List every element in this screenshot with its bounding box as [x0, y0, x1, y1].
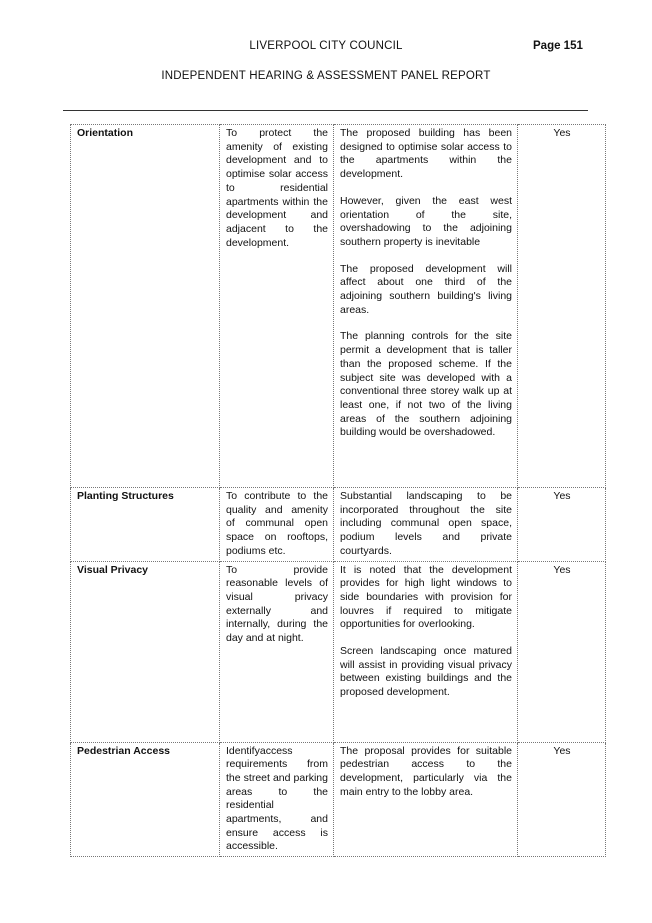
report-title: INDEPENDENT HEARING & ASSESSMENT PANEL REPORT — [161, 70, 491, 82]
objective-cell: Identifyaccess requirements from the street and parking areas to the residential apartments, and ensure access is accessible. — [220, 742, 334, 857]
comment-paragraph: The planning controls for the site permit a development that is taller than the proposed scheme. If the subject site was developed with a conventional three storey walk up at least one, if not two of the living areas of the southern adjoining building would be overshadowed. — [340, 330, 512, 439]
comments-cell — [334, 742, 518, 857]
table-row — [71, 488, 606, 562]
control-name: Orientation — [71, 125, 220, 488]
table-row — [71, 561, 606, 742]
page-number: Page 151 — [533, 40, 583, 52]
compliance-cell: Yes — [518, 125, 606, 488]
objective-cell: To protect the amenity of existing development and to optimise solar access to residential apartments within the development and adjacent to the development. — [220, 125, 334, 488]
compliance-cell: Yes — [518, 742, 606, 857]
comment-paragraph: Substantial landscaping to be incorporated throughout the site including communal open space, podium levels and private courtyards. — [340, 490, 512, 557]
comments-cell — [334, 488, 518, 562]
control-name: Pedestrian Access — [71, 742, 220, 857]
organisation-heading: LIVERPOOL CITY COUNCIL — [249, 40, 403, 52]
compliance-cell: Yes — [518, 561, 606, 742]
comment-paragraph: The proposal provides for suitable pedestrian access to the development, particularly via the main entry to the lobby area. — [340, 744, 512, 798]
comment-paragraph: It is noted that the development provides for high light windows to side boundaries with provision for louvres if required to mitigate opportunities for overlooking. — [340, 563, 512, 631]
comment-paragraph: However, given the east west orientation of the site, overshadowing to the adjoining southern property is inevitable — [340, 194, 512, 248]
comments-cell — [334, 125, 518, 488]
table-row — [71, 742, 606, 857]
control-name: Planting Structures — [71, 488, 220, 562]
control-name: Visual Privacy — [71, 561, 220, 742]
comment-paragraph: The proposed building has been designed to optimise solar access to the apartments within the development. — [340, 127, 512, 181]
objective-cell: To contribute to the quality and amenity of communal open space on rooftops, podiums etc. — [220, 488, 334, 562]
assessment-table — [70, 124, 606, 857]
compliance-cell: Yes — [518, 488, 606, 562]
comments-cell — [334, 561, 518, 742]
table-row — [71, 125, 606, 488]
comment-paragraph: The proposed development will affect about one third of the adjoining southern building's living areas. — [340, 262, 512, 316]
header-divider — [63, 110, 588, 111]
objective-cell: To provide reasonable levels of visual privacy externally and internally, during the day and at night. — [220, 561, 334, 742]
comment-paragraph: Screen landscaping once matured will assist in providing visual privacy between existing buildings and the proposed development. — [340, 645, 512, 699]
